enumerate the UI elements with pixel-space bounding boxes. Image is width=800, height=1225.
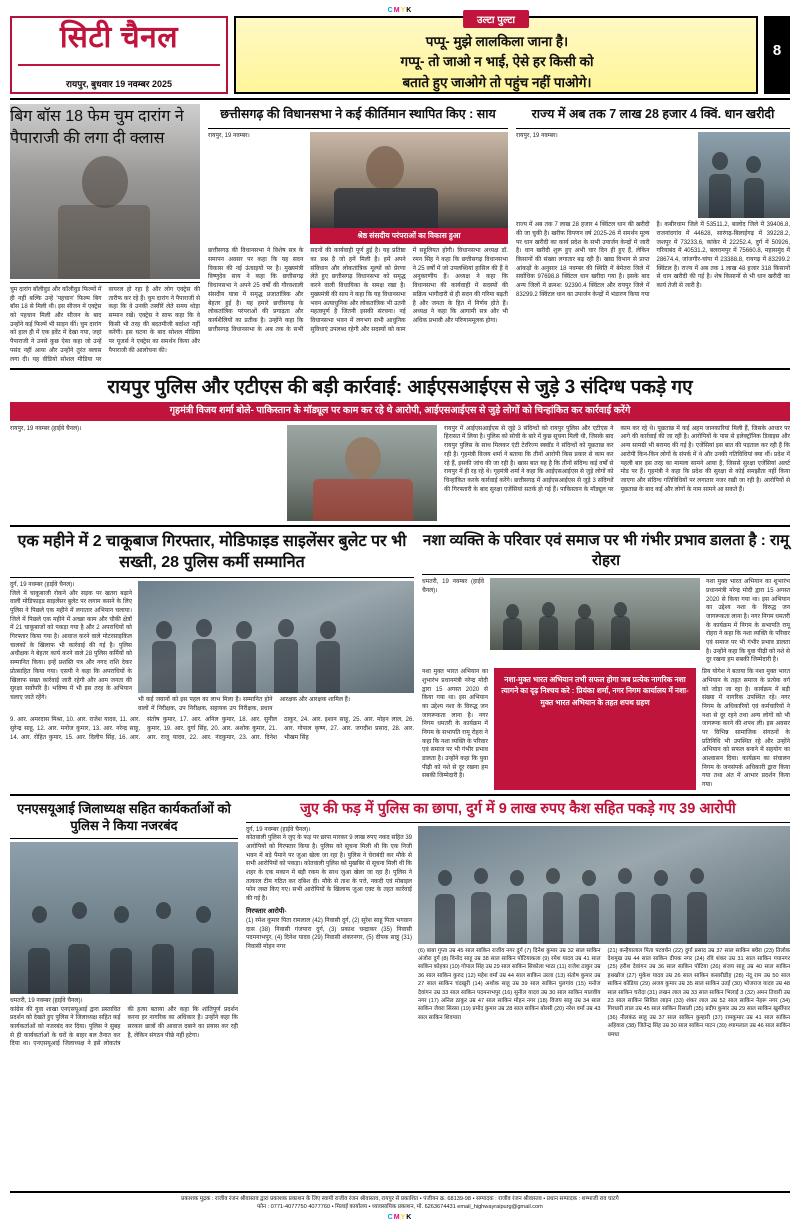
publication-date: रायपुर, बुधवार 19 नवम्बर 2025 [66,79,172,89]
divider [422,574,790,575]
cmyk-registration-mark-top: CMYK [387,7,413,14]
divider-section1-2 [10,368,790,370]
paddy-procurement-story [516,104,790,364]
divider-section3-4 [10,794,790,796]
assembly-dateline: रायपुर, 19 नवम्बर। [208,133,250,140]
isis-body: रायपुर में आईएसआईएस से जुड़े 3 संदिग्धों को रायपुर पुलिस और एटीएस ने हिरासत में लिया है। पुलिस को सोची के बारे में कुछ सूचना मिली थी, जिसके बाद रायपुर पुलिस के साथ मिलकर एंटी टेररिज्म स्क्वॉड ने संदिग्धों को पूछताछ कर रही है। गृहमंत्री विजय शर्मा ने बताया कि तीनों आरोपी किस प्रकार से काम कर रहे हैं, इसकी जांच की जा रही है। खास बात यह है कि तीनों संदिग्ध कई वर्षों से रायपुर में ही रह रहे थे। गृहमंत्री शर्मा ने कहा कि आईएसआईएस से जुड़े लोगों को चिन्हांकित करके कार्रवाई करेंगे। छत्तीसगढ़ में आईएसआईएस से जुड़े 3 संदिग्धों की गिरफ्तारी के बाद सुरक्षा एजेंसियां सतर्क हो गई हैं। पाकिस्तान के मॉड्यूल पर काम कर रहे थे। पूछताछ में कई अहम जानकारियां मिली हैं, जिसके आधार पर आगे की कार्रवाई की जा रही है। आरोपियों के पास से इलेक्ट्रॉनिक डिवाइस और अन्य सामग्री भी बरामद की गई है। एजेंसियां इस बात की पड़ताल कर रही हैं कि आरोपी किन-किन लोगों के संपर्क में थे और उनकी गतिविधियां क्या थीं। प्रदेश में पहली बार इस तरह का मामला सामने आया है, जिससे सुरक्षा एजेंसियां अलर्ट मोड पर हैं। गृहमंत्री ने कहा कि प्रदेश की सुरक्षा से कोई समझौता नहीं किया जाएगा और संदिग्ध गतिविधियों पर लगातार नजर रखी जा रही है। आरोपियों से पूछताछ के बाद कई और लोगों के नाम सामने आ सकते हैं। [444,425,790,493]
gambling-body: कोतवाली पुलिस ने जुए के फड़ पर छापा मारकर 9 लाख रुपए नकद सहित 39 आरोपियों को गिरफ्तार किया है। पुलिस को सूचना मिली थी कि एक निजी भवन में बड़े पैमाने पर जुआ खेला जा रहा है। पुलिस ने घेराबंदी कर मौके से सभी आरोपियों को पकड़ा। कोतवाली पुलिस को मुखबिर से सूचना मिली थी कि शहर के एक मकान में बड़ी रकम के साथ जुआ खेला जा रहा है। पुलिस ने तत्काल टीम गठित कर दबिश दी। मौके से ताश के पत्ते, नकदी एवं मोबाइल फोन जब्त किए गए। सभी आरोपियों के खिलाफ जुआ एक्ट के तहत कार्रवाई की गई है। [246,835,412,903]
imprint-line-2: फोन : 0771-4077750 4077760 • मिलाई कार्यालय • ध्यावसायिक प्रकाशन, मो. 6263674431 email_highwayraipurg@gmail.com [257,1204,543,1211]
humour-line-3: बताते हुए जाओगे तो पहुंच नहीं पाओगे। [402,74,592,90]
police-felicitation-photo [138,581,414,693]
gambling-arrested-subhead: गिरफ्तार आरोपी- [246,907,287,915]
nasha-callout: नशा-मुक्त भारत अभियान तभी सफल होगा जब प्रत्येक नागरिक नशा त्यागने का दृढ़ निश्चय करे : प्रियंका शर्मा, नगर निगम कार्यालय में नशा-मुक्त भारत अभियान के तहत शपथ ग्रहण [494,668,696,790]
isis-headline: रायपुर पुलिस और एटीएस की बड़ी कार्रवाई: आईएसआईएस से जुड़े 3 संदिग्ध पकड़े गए [107,377,693,399]
durg-police-headline: एक महीने में 2 चाकूबाज गिरफ्तार, मोडिफाइड साइलेंसर बुलेट पर भी सख्ती, 28 पुलिस कर्मी सम्मानित [17,532,407,572]
assembly-body: छत्तीसगढ़ की विधानसभा ने विशेष सत्र के समापन अवसर पर कहा कि यह सदन विकास की नई ऊंचाइयों पर है। मुख्यमंत्री विष्णुदेव साय ने कहा कि छत्तीसगढ़ विधानसभा ने अपने 25 वर्षों की गौरवशाली संसदीय यात्रा में समृद्ध प्रजातांत्रिक और बेहतर हुई है। यह हमारे छत्तीसगढ़ के लोकतांत्रिक परंपराओं की प्रगाढ़ता और कार्यशैलियों का प्रतीक है। उन्होंने कहा कि छत्तीसगढ़ विधानसभा के अब तक के सभी सदनों की कार्यवाही पूर्ण हुई है। यह प्रतिष्ठा का प्रश्न है जो हमें मिली है। हमें अपने संविधान और लोकतांत्रिक मूल्यों को प्रेरणा लेते हुए छत्तीसगढ़ विधानसभा को समृद्ध करने वाली विधायिका के समक्ष रखा है। मुख्यमंत्री की साय ने कहा कि यह विधानसभा भवन अत्याधुनिक और लोकतांत्रिक भी उतनी महत्वपूर्ण है जितनी इसकी संरचना। नई विधानसभा भवन में लगभग सभी आधुनिक सुविधाएं उपलब्ध रहेगी और सदस्यों को काम में सहूलियत होगी। विधानसभा अध्यक्ष डॉ. रमन सिंह ने कहा कि छत्तीसगढ़ विधानसभा ने 25 वर्षों में जो उपलब्धियां हासिल की हैं वे अनुकरणीय हैं। अध्यक्ष ने कहा कि विधानसभा की कार्यवाही में सदस्यों की सक्रिय भागीदारी से ही सदन की गरिमा बढ़ती है और जनता के हित में निर्णय होते हैं। अध्यक्ष ने कहा कि आगामी सत्र और भी अधिक प्रभावी और परिणाममूलक होगा। [208,248,508,333]
gambling-raid-story [246,800,790,1062]
isis-subheadline: गृहमंत्री विजय शर्मा बोले- पाकिस्तान के मॉड्यूल पर काम कर रहे थे आरोपी, आईएसआईएस से जुड़े लोगों को चिन्हांकित कर कार्रवाई करेंगे [10,402,790,421]
gambling-accused-col-2: (21) कन्हैयालाल पिता पटवर्धन (22) दुर्गा प्रसाद उम्र 37 साल साकिन बघेरा (23) तिलोक देशमुख उम्र 44 साल साकिन दीपक नगर (24) रवि शंकर उम्र 31 साल साकिन गयानगर (25) हरीश देवांगन उम्र 36 साल साकिन पोटिया (26) संजय साहू उम्र 40 साल साकिन हथखोज (27) मुकेश यादव उम्र 26 साल साकिन कसारीडीह (28) नंदू राम उम्र 50 साल साकिन कोडिया (29) अजय कुमार उम्र 35 साल साकिन उतई (30) भोजराज यादव उम्र 48 साल साकिन चरोदा (31) लखन लाल उम्र 33 साल साकिन भिलाई 3 (32) अमन तिवारी उम्र 23 साल साकिन सिविल लाइन (33) शंकर लाल उम्र 52 साल साकिन नेहरू नगर (34) गिरधारी लाल उम्र 45 साल साकिन रिसाली (35) प्रदीप कुमार उम्र 29 साल साकिन खुर्सीपार (36) नीलकंठ साहू उम्र 37 साल साकिन कुम्हारी (37) रामकुमार उम्र 41 साल साकिन अहिवारा (38) जितेन्द्र सिंह उम्र 30 साल साकिन पाटन (39) श्यामलाल उम्र 46 साल साकिन धमधा [607,947,790,1038]
home-minister-photo [287,425,437,521]
durg-police-story [10,531,414,790]
section-middle [10,531,790,790]
nsui-dateline: धमतरी, 19 नवम्बर (हाईवे चैनल)। [10,997,83,1004]
nsui-protest-photo [10,842,238,994]
logo-divider [18,64,220,66]
divider [10,838,238,839]
divider-section2-3 [10,525,790,527]
durg-honoured-note: भी कई जवानों को इस पहल का लाभ मिला है। सम्मानित होने वालों में निरीक्षक, उप निरीक्षक, सहायक उप निरीक्षक, प्रधान आरक्षक और आरक्षक शामिल हैं। [138,696,351,712]
humour-line-2: गप्पू- तो जाओ न भाई, ऐसे हर किसी को [400,54,594,70]
nasha-headline: नशा व्यक्ति के परिवार एवं समाज पर भी गंभीर प्रभाव डालता है : रामू रोहरा [423,531,789,570]
newspaper-title: सिटी चैनल [59,21,179,54]
durg-names-list: 9. आर. अमरदास मिश्रा, 10. आर. राजेश यादव, 11. आर. सुरेन्द्र साहू, 12. आर. मनोज कुमार, 13. आर. नरेन्द्र साहू, 14. आर. रोहित कुमार, 15. आर. दिलीप सिंह, 16. आर. संतोष कुमार, 17. आर. अनिल कुमार, 18. आर. सुनील कुमार, 19. आर. दुर्गा सिंह, 20. आर. अशोक कुमार, 21. आर. राजू यादव, 22. आर. नंदकुमार, 23. आर. दिनेश ठाकुर, 24. आर. इशान साहू, 25. आर. मोहन लाल, 26. आर. गोपाल कृष्ण, 27. आर. जगदीश प्रसाद, 28. आर. भीखम सिंह [10,717,414,741]
paddy-center-photo [698,132,790,218]
assembly-story [208,104,508,364]
nasha-body-2: प्रिय योगेश ने बताया कि नशा मुक्त भारत अभियान के तहत समाज के प्रत्येक वर्ग को जोड़ा जा रहा है। कार्यक्रम में बड़ी संख्या में नागरिक उपस्थित रहे। नगर निगम के अधिकारियों एवं कर्मचारियों ने नशा से दूर रहने तथा अन्य लोगों को भी जागरूक करने की शपथ ली। इस अवसर पर विभिन्न सामाजिक संगठनों के प्रतिनिधि भी उपस्थित रहे और उन्होंने अभियान को सफल बनाने में सहयोग का आश्वासन दिया। कार्यक्रम का संचालन निगम के जनसंपर्क अधिकारी द्वारा किया गया तथा अंत में आभार प्रदर्शन किया गया। [702,669,790,789]
nsui-story [10,800,238,1062]
nsui-body: कांग्रेस की युवा शाखा एनएसयूआई द्वारा प्रस्तावित प्रदर्शन को देखते हुए पुलिस ने जिलाध्यक्ष सहित कई कार्यकर्ताओं को नजरबंद कर दिया। पुलिस ने सुबह से ही कार्यकर्ताओं के घरों के बाहर बल तैनात कर दिया था। एनएसयूआई जिलाध्यक्ष ने इसे लोकतंत्र की हत्या बताया और कहा कि शांतिपूर्ण प्रदर्शन करना हर नागरिक का अधिकार है। उन्होंने कहा कि सरकार छात्रों की आवाज दबाने का प्रयास कर रही है, लेकिन संगठन पीछे नहीं हटेगा। [10,1006,238,1048]
paddy-headline: राज्य में अब तक 7 लाख 28 हजार 4 क्विं. धान खरीदी [531,107,775,121]
nsui-headline: एनएसयूआई जिलाध्यक्ष सहित कार्यकर्ताओं को पुलिस ने किया नजरबंद [17,800,231,834]
celebrity-photo-caption: बिग बॉस 18 फेम चुम दारांग ने पैपाराजी की लगा दी क्लास [10,108,184,147]
section-top [10,104,790,364]
divider [208,128,508,129]
gambling-right-col [418,826,790,1039]
nasha-body-continued: नशा मुक्त भारत अभियान का शुभारंभ प्रधानमंत्री नरेन्द्र मोदी द्वारा 15 अगस्त 2020 से किया गया था। इस अभियान का उद्देश्य नशा के विरुद्ध जन जागरूकता लाना है। नगर निगम धमतरी के कार्यक्रम में निगम के सभापति रामू रोहरा ने कहा कि नशा व्यक्ति के परिवार एवं समाज पर भी गंभीर प्रभाव डालता है। उन्होंने कहा कि युवा पीढ़ी को नशे से दूर रखना हम सबकी जिम्मेदारी है। [422,669,488,780]
gambling-headline: जुए की फड़ में पुलिस का छापा, दुर्ग में 9 लाख रुपए कैश सहित पकड़े गए 39 आरोपी [300,800,736,817]
paddy-body: राज्य में अब तक 7 लाख 28 हजार 4 क्विंटल धान की खरीदी की जा चुकी है। खरीफ विपणन वर्ष 2025-26 में समर्थन मूल्य पर धान खरीदी का कार्य प्रदेश के सभी उपार्जन केन्द्रों में जारी है। धान खरीदी शुरू हुए अभी चार दिन ही हुए हैं, लेकिन किसानों की संख्या लगातार बढ़ रही है। खाद्य विभाग से प्राप्त आंकड़ों के अनुसार 18 नवम्बर की स्थिति में बेमेतरा जिले में सर्वाधिक 97698.8 क्विंटल धान खरीदा गया है। इसके बाद अन्य जिलों में क्रमश: 92390.4 क्विंटल और रायपुर जिले में 83299.2 क्विंटल धान का उपार्जन केन्द्रों में भंडारण किया गया है। कबीरधाम जिले में 53511.2, बालोद जिले में 39406.8, राजनांदगांव में 44628, सारंगढ़-बिलाईगढ़ में 39228.2, जशपुर में 73233.6, कांकेर में 22252.4, दुर्ग में 50926, गरियाबंद में 40531.2, बलरामपुर में 75660.8, महासमुंद में 28674.4, जांजगीर-चांपा में 23388.8, रायगढ़ में 83299.2 क्विंटल है। राज्य में अब तक 1 लाख 48 हजार 318 किसानों से धान खरीदी की गई है। शेष किसानों से भी धान खरीदी का कार्य तेजी से जारी है। [516,222,790,298]
durg-body: जिले में चाकूबाजी रोकने और सड़क पर खतरा बढ़ाने वाली मोडिफाइड साइलेंसर बुलेट पर लगाम कसने के लिए पुलिस ने पिछले एक महीने में लगातार अभियान चलाया। जिले में पिछले एक महीने में अच्छा काम और चौकी क्षेत्रों में 21 चाकूबाजों को पकड़ा गया है और 2 अपराधियों को गिरफ्तार किया गया है। आवाज करने वाले मोटरसाइकिल चालकों के खिलाफ भी कार्रवाई की गई है। पुलिस अधीक्षक ने बेहतर कार्य करने वाले 28 पुलिस कर्मियों को सम्मानित किया। इन्हें प्रशस्ति पत्र और नगद राशि देकर प्रोत्साहित किया गया। एसपी ने कहा कि अपराधियों के खिलाफ सख्त कार्रवाई जारी रहेगी और आम जनता की सुरक्षा सर्वोपरि है। भविष्य में भी इस तरह के अभियान चलाए जाते रहेंगे। [10,590,132,701]
humour-line-1: पप्पू- मुझे लालकिला जाना है। [425,34,569,49]
section-bottom [10,800,790,1062]
divider [10,577,414,578]
divider [516,128,790,129]
newspaper-logo [10,16,228,94]
cmyk-registration-mark-bottom: CMYK [387,1213,413,1221]
masthead [10,16,790,94]
divider [246,822,790,823]
nasha-mukt-story [422,531,790,790]
celebrity-photo [10,104,200,279]
durg-dateline: दुर्ग, 19 नवम्बर (हाईवे चैनल)। [10,581,75,588]
divider-under-masthead [10,98,790,100]
cm-photo-caption: श्रेष्ठ संसदीय परंपराओं का विकास हुआ [310,228,508,244]
gambling-left-col [246,826,412,1039]
assembly-headline: छत्तीसगढ़ की विधानसभा ने कई कीर्तिमान स्थापित किए : साय [220,107,496,121]
divider [10,282,200,283]
isis-dateline: रायपुर, 19 नवम्बर (हाईवे चैनल)। [10,425,82,432]
section-police-isis [10,374,790,521]
paddy-dateline: रायपुर, 19 नवम्बर। [516,133,558,140]
humour-banner-ribbon: उल्टा पुल्टा [463,10,529,28]
gambling-arrested-first: (1) रमेश कुमार पिता रामलाल (42) निवासी दुर्ग, (2) सुरेश साहू पिता भगवान दास (38) निवासी गंजपारा दुर्ग, (3) प्रकाश चन्द्राकर (35) निवासी पदमनाभपुर, (4) दिनेश यादव (29) निवासी शंकरनगर, (5) दीपक साहू (31) निवासी मोहन नगर [246,917,412,950]
celebrity-story [10,104,200,364]
celebrity-body: चुम दारांग बॉलीवुड और कॉलीवुड फिल्मों में ही नहीं बल्कि उन्हें 'पहचान' फिल्म बिग बॉस 18 से मिली थी। इस सीजन में एक्ट्रेस को पहचान मिली और सीजन के बाद उन्होंने कई फिल्में भी साइन कीं। चुम दारांग को हाल ही में एक इवेंट में देखा गया, जहां पैपाराजी ने उनसे कुछ ऐसा कहा जो उन्हें पसंद नहीं आया और उन्होंने तुरंत क्लास लगा दी। यह वीडियो सोशल मीडिया पर वायरल हो रहा है और लोग एक्ट्रेस की तारीफ कर रहे हैं। चुम दारांग ने पैपाराजी से कहा कि वे उनकी तस्वीरें लेते समय थोड़ा सम्मान रखें। एक्ट्रेस ने साफ कहा कि वे किसी भी तरह की बदतमीजी बर्दाश्त नहीं करेंगी। इस घटना के बाद सोशल मीडिया पर यूजर्स ने एक्ट्रेस का समर्थन किया और पैपाराजी की आलोचना की। [10,287,200,363]
imprint-footer [10,1191,790,1223]
page-number: 8 [764,16,790,94]
imprint-line-1: प्रकाशक मुद्रक : राजीव रंजन श्रीवास्तव द्वारा प्रकाशक प्रकाशन के लिए स्वामी राजीव रंजन श्रीवास्तव, रायपुर से प्रकाशित • पंजीयन क्र. 68139-98 • सम्पादक : राजीव रंजन श्रीवास्तव • प्रधान सम्पादक : शम्भाजी राव घाटगे [181,1195,619,1202]
gambling-dateline: दुर्ग, 19 नवम्बर (हाईवे चैनल)। [246,826,311,833]
gambling-accused-photo [418,826,790,944]
nasha-event-photo [490,578,700,650]
nasha-body: नशा मुक्त भारत अभियान का शुभारंभ प्रधानमंत्री नरेन्द्र मोदी द्वारा 15 अगस्त 2020 से किया गया था। इस अभियान का उद्देश्य नशा के विरुद्ध जन जागरूकता लाना है। नगर निगम धमतरी के कार्यक्रम में निगम के सभापति रामू रोहरा ने कहा कि नशा व्यक्ति के परिवार एवं समाज पर भी गंभीर प्रभाव डालता है। उन्होंने कहा कि युवा पीढ़ी को नशे से दूर रखना हम सबकी जिम्मेदारी है। [706,579,790,664]
cm-portrait-photo [310,132,508,228]
humour-banner [234,16,758,94]
nasha-dateline: धमतरी, 19 नवम्बर (हाईवे चैनल)। [422,579,484,594]
gambling-accused-col-1: (6) बाबा गुप्ता उम्र 45 साल साकिन राजीव नगर दुर्ग (7) दिनेश कुमार उम्र 32 साल साकिन अंजोरा दुर्ग (8) विनोद साहू उम्र 38 साल साकिन पोटियाकला (9) रमेश यादव उम्र 41 साल साकिन कोहका (10) गोपाल सिंह उम्र 29 साल साकिन सिकोला भाठा (11) राजेश ठाकुर उम्र 36 साल साकिन कुरुद (12) महेश वर्मा उम्र 44 साल साकिन उरला (13) संतोष कुमार उम्र 27 साल साकिन चंदखुरी (14) अशोक साहू उम्र 39 साल साकिन पुलगांव (15) मनोज देवांगन उम्र 33 साल साकिन पदमनाभपुर (16) सुनील यादव उम्र 30 साल साकिन मालवीय नगर (17) अनिल ठाकुर उम्र 47 साल साकिन मोहन नगर (18) विजय साहू उम्र 34 साल साकिन जेवरा सिरसा (19) प्रमोद कुमार उम्र 28 साल साकिन बोरसी (20) नरेश वर्मा उम्र 43 साल साकिन शिवपारा [418,947,601,1021]
